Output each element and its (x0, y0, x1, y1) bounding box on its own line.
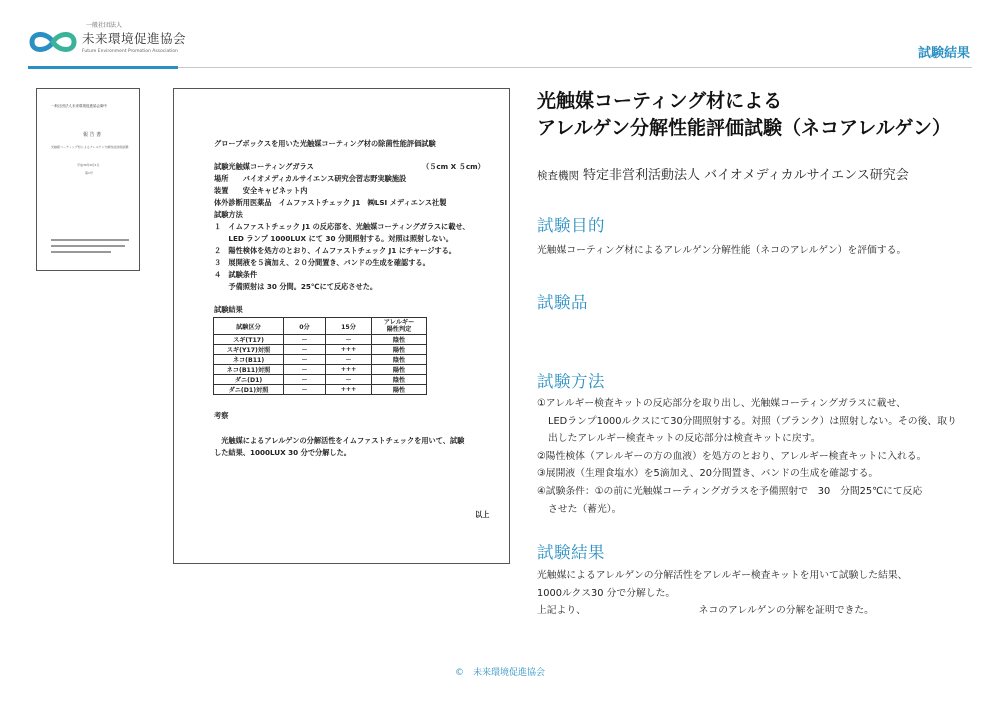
organization-value: 特定非営利活動法人 バイオメディカルサイエンス研究会 (583, 168, 909, 183)
method-heading: 試験方法 (537, 372, 605, 391)
table-header-cell: 試験区分 (214, 318, 284, 335)
purpose-text: 光触媒コーティング材によるアレルゲン分解性能（ネコのアレルゲン）を評価する。 (537, 245, 907, 256)
table-cell: +++ (326, 365, 372, 375)
table-cell: スギ(Y17)対照 (214, 345, 284, 355)
table-cell: +++ (326, 385, 372, 395)
report-results-label: 試験結果 (214, 305, 243, 314)
report-step: ４ 試験条件 (214, 270, 258, 279)
method-line: 出したアレルギー検査キットの反応部分は検査キットに戻す。 (548, 433, 821, 445)
report-discussion-line: した結果、1000LUX 30 分で分解した。 (214, 448, 351, 457)
report-place: 場所 バイオメディカルサイエンス研究会習志野実験施設 (214, 174, 407, 183)
table-cell: － (326, 375, 372, 385)
report-end-mark: 以上 (475, 510, 490, 519)
report-step: ２ 陽性検体を処方のとおり、イムファストチェック J1 にチャージする。 (214, 246, 456, 255)
report-document-scan (173, 88, 510, 564)
table-cell: ネコ(B11)対照 (214, 365, 284, 375)
table-cell: － (284, 385, 326, 395)
table-cell: +++ (326, 345, 372, 355)
cover-text-line (51, 251, 111, 253)
table-cell: 陰性 (372, 335, 427, 345)
results-line: 1000ルクス30 分で分解した。 (537, 587, 676, 599)
cover-document-scan (36, 88, 140, 271)
report-title: グローブボックスを用いた光触媒コーティング材の除菌性能評価試験 (214, 139, 436, 148)
table-cell: 陰性 (372, 355, 427, 365)
testing-organization (537, 164, 909, 183)
report-sample-size: （５cm X ５cm） (422, 162, 485, 171)
report-method-label: 試験方法 (214, 210, 243, 219)
method-line: ②陽性検体（アレルギーの方の血液）を処方のとおり、アレルギー検査キットに入れる。 (537, 450, 927, 462)
cover-date: 平成30年9月1日 (77, 163, 100, 167)
table-row (214, 365, 427, 375)
report-results-table (213, 317, 427, 395)
table-header-cell: 0分 (284, 318, 326, 335)
table-cell: 陰性 (372, 375, 427, 385)
table-cell: 陽性 (372, 345, 427, 355)
report-discussion-label: 考察 (214, 411, 229, 420)
results-line: 光触媒によるアレルゲンの分解活性をアレルギー検査キットを用いて試験した結果、 (537, 570, 908, 581)
section-label: 試験結果 (917, 46, 970, 61)
method-line: ④試験条件：①の前に光触媒コーティングガラスを予備照射で 30 分間25℃にて反応 (537, 485, 923, 497)
report-step: １ イムファストチェック J1 の反応部を、光触媒コーティングガラスに載せ、 (214, 222, 470, 231)
org-name: 未来環境促進協会 (82, 31, 187, 46)
table-header-row (214, 318, 427, 335)
method-line: LEDランプ1000ルクスにて30分間照射する。対照（ブランク）は照射しない。その後、取り (548, 415, 957, 427)
table-row (214, 335, 427, 345)
page-title (537, 88, 951, 142)
method-body (537, 395, 957, 518)
table-header-cell: 15分 (326, 318, 372, 335)
header-accent-line (28, 66, 178, 69)
cover-addressee: 一般社団法人未来環境促進協会御中 (51, 104, 107, 108)
copyright-footer: © 未来環境促進協会 (454, 668, 545, 678)
table-cell: － (284, 335, 326, 345)
table-cell: － (284, 345, 326, 355)
header-divider (178, 67, 972, 68)
report-sample-label: 試験光触媒コーティングガラス (214, 162, 314, 171)
report-step: LED ランプ 1000LUX にて 30 分間照射する。対照は照射しない。 (214, 234, 453, 243)
page-title-line: 光触媒コーティング材による (537, 90, 783, 112)
table-cell: ダニ(D1)対照 (214, 385, 284, 395)
page-title-line: アレルゲン分解性能評価試験（ネコアレルゲン） (537, 117, 952, 139)
sample-heading: 試験品 (537, 293, 588, 312)
report-discussion-line: 光触媒によるアレルゲンの分解活性をイムファストチェックを用いて、試験 (214, 436, 465, 445)
org-type-label: 一般社団法人 (86, 22, 123, 29)
purpose-heading: 試験目的 (537, 216, 605, 235)
results-body (537, 567, 907, 620)
table-cell: － (284, 355, 326, 365)
table-cell: － (284, 365, 326, 375)
method-line: ③展開液（生理食塩水）を5滴加え、20分間置き、バンドの生成を確認する。 (537, 468, 879, 480)
org-logo (28, 20, 188, 60)
table-cell: － (326, 355, 372, 365)
cover-number: 第1号 (85, 171, 93, 175)
report-reagent: 体外診断用医薬品 イムファストチェック J1 ㈱LSI メディエンス社製 (214, 198, 447, 207)
table-cell: ダニ(D1) (214, 375, 284, 385)
results-line: 上記より、 ネコのアレルゲンの分解を証明できた。 (537, 605, 874, 617)
table-cell: 陽性 (372, 365, 427, 375)
cover-title: 報 告 書 (83, 132, 102, 138)
table-row (214, 355, 427, 365)
table-row (214, 375, 427, 385)
report-device: 装置 安全キャビネット内 (214, 186, 308, 195)
cover-text-line (51, 239, 129, 241)
organization-key: 検査機関 (537, 170, 579, 182)
org-english-name: Future Environment Promotion Association (82, 49, 178, 54)
infinity-logo-icon (28, 28, 78, 56)
report-step: 予備照射は 30 分間。25℃にて反応させた。 (214, 282, 378, 291)
table-cell: スギ(T17) (214, 335, 284, 345)
cover-text-line (51, 245, 125, 247)
table-header-cell: アレルギー 陽性判定 (372, 318, 427, 335)
method-line: ①アレルギー検査キットの反応部分を取り出し、光触媒コーティングガラスに載せ、 (537, 398, 906, 409)
table-cell: － (326, 335, 372, 345)
report-step: ３ 展開液を５滴加え、２０分間置き、バンドの生成を確認する。 (214, 258, 430, 267)
results-heading: 試験結果 (537, 543, 605, 562)
table-row (214, 385, 427, 395)
table-cell: ネコ(B11) (214, 355, 284, 365)
table-cell: 陽性 (372, 385, 427, 395)
method-line: させた（蓄光）。 (548, 503, 622, 515)
table-cell: － (284, 375, 326, 385)
cover-subtitle: 光触媒コーティング材によるアレルゲン分解性能評価試験 (51, 145, 129, 149)
table-row (214, 345, 427, 355)
